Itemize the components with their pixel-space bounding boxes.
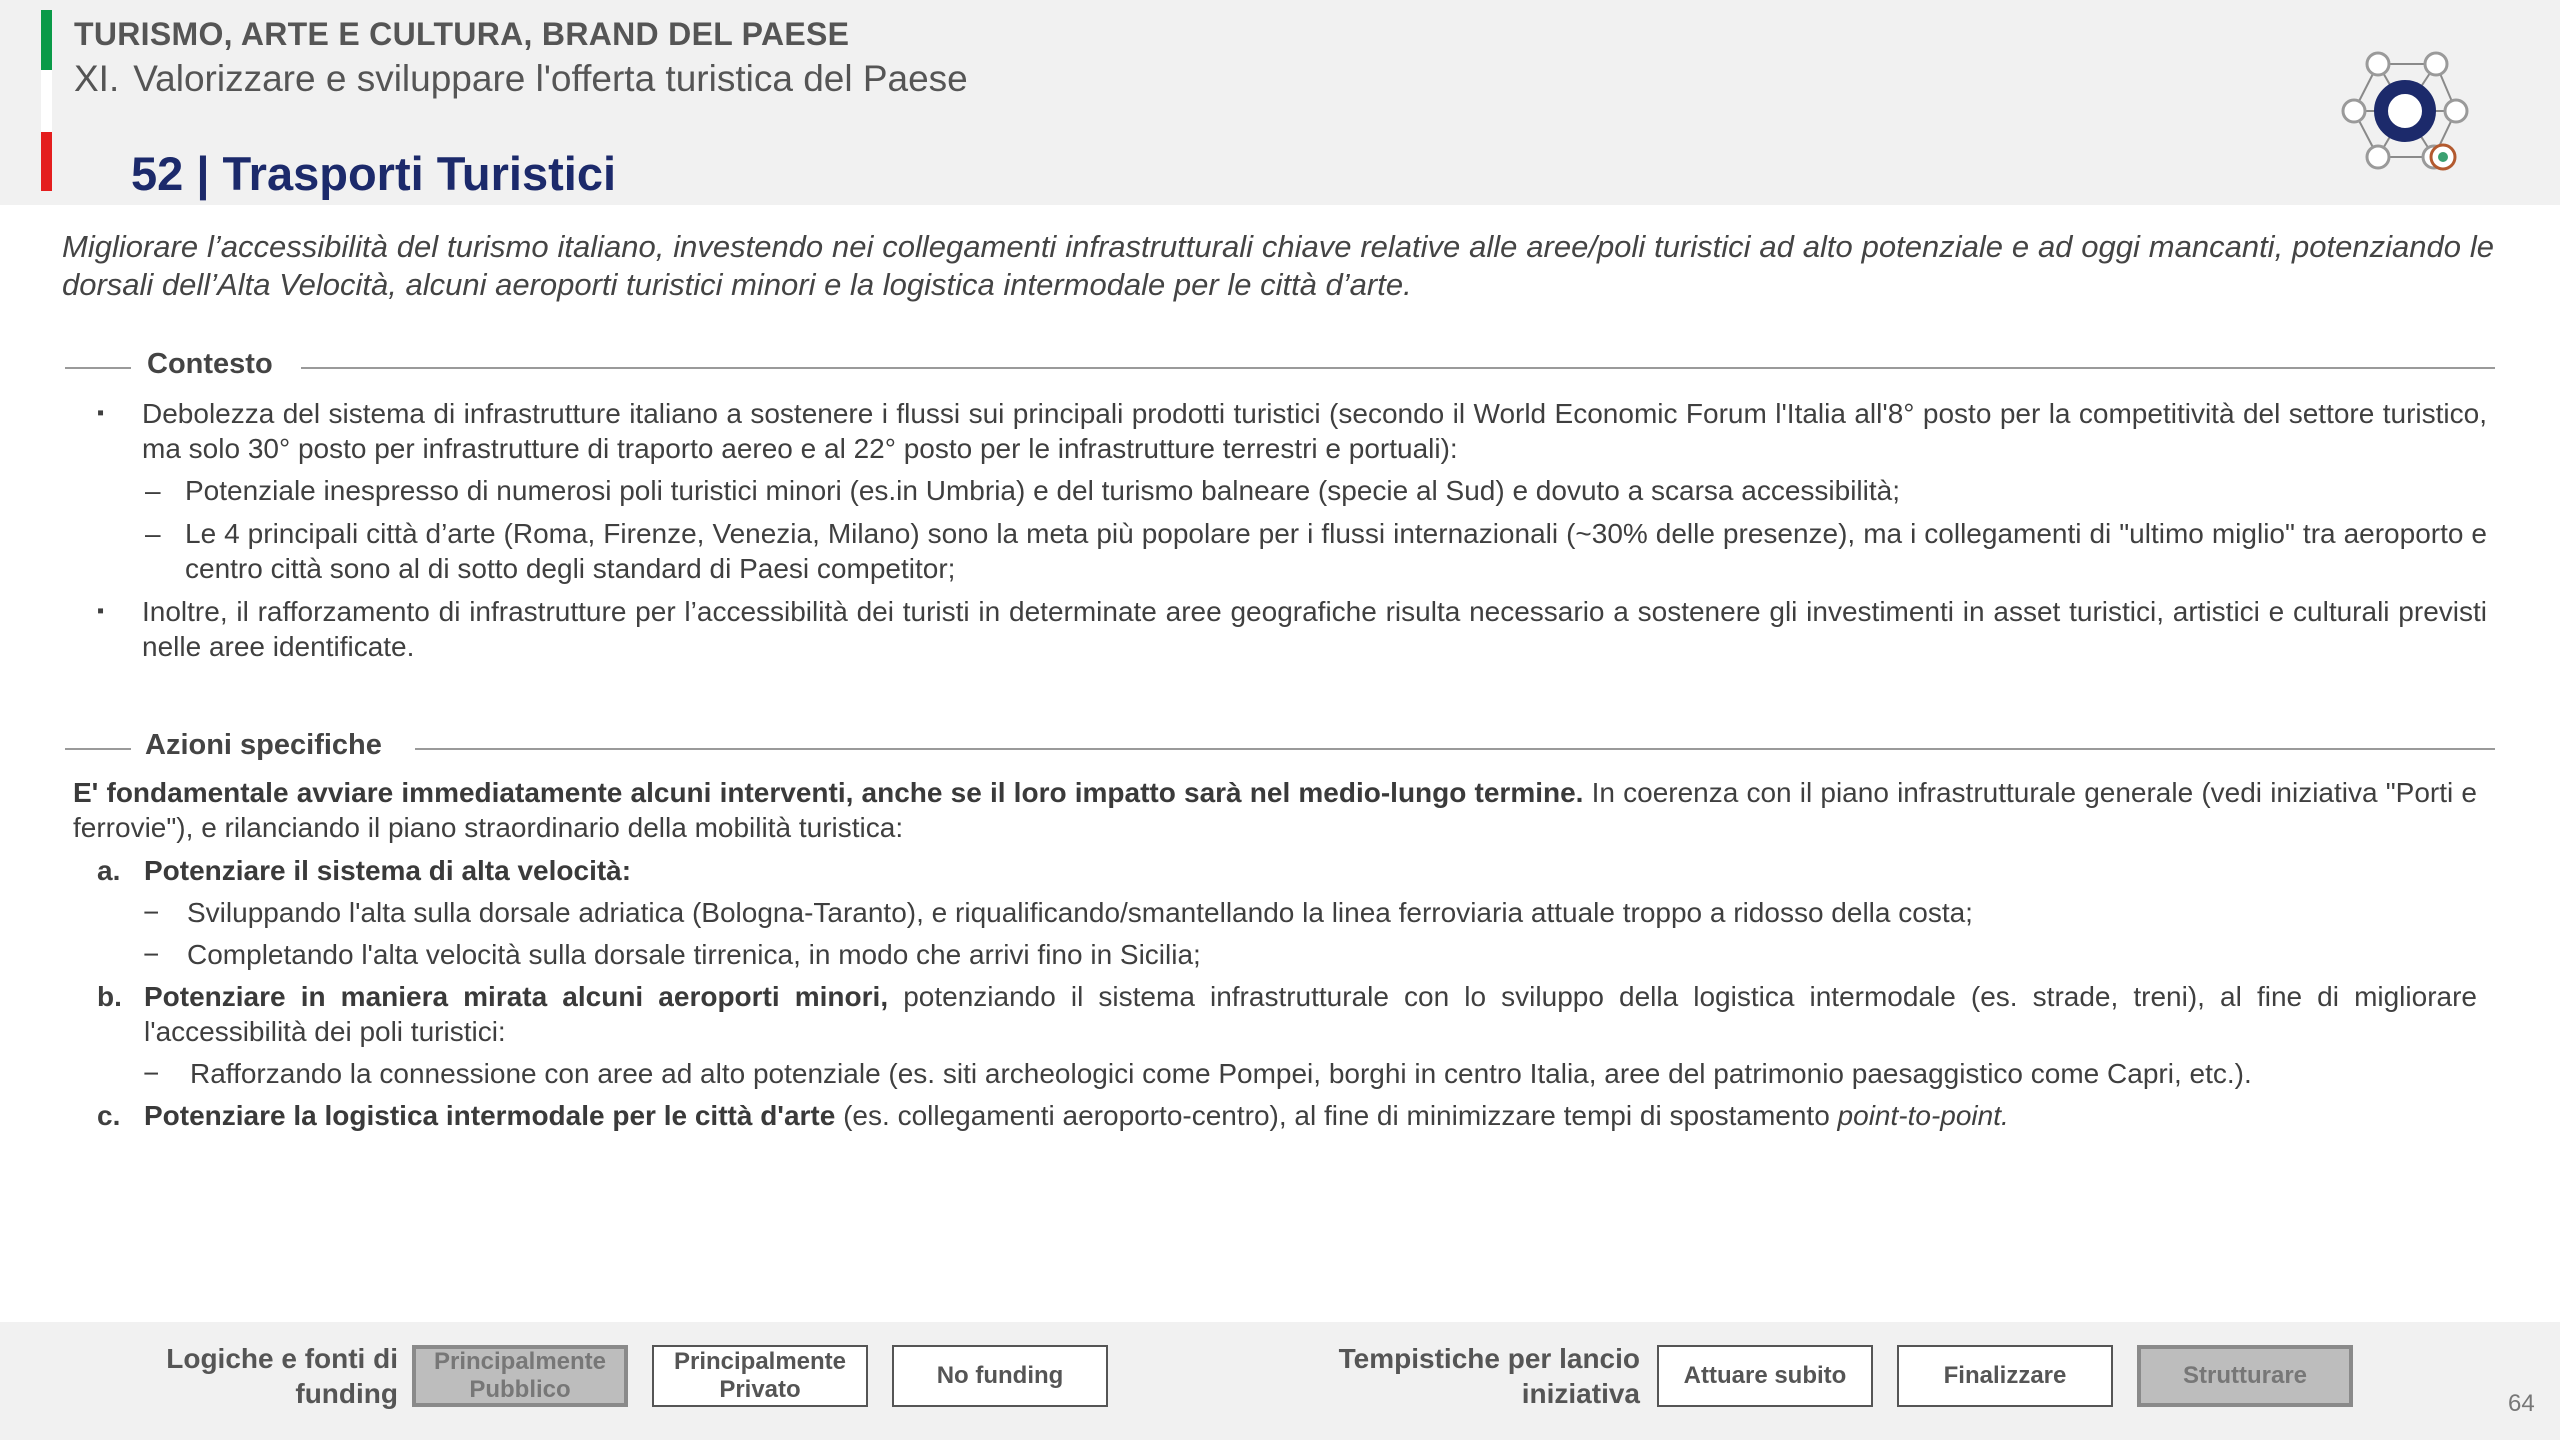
objective-number: XI. [74, 58, 120, 99]
timing-option-finalizzare[interactable]: Finalizzare [1897, 1345, 2113, 1407]
action-item-b: b. Potenziare in maniera mirata alcuni aeroporti minori, potenziando il sistema infrastrutturale con lo sviluppo della logistica intermodale (es. strade, treni), al fine di migliorare l'accessibilità dei poli turistici: [97, 981, 2477, 1047]
page-number: 64 [2508, 1390, 2535, 1417]
dash-bullet-icon: − [143, 939, 160, 970]
section-title-azioni: Azioni specifiche [145, 729, 382, 761]
section-header-azioni [65, 729, 2495, 769]
square-bullet-icon: ▪ [97, 600, 105, 622]
timing-option-attuare-subito[interactable]: Attuare subito [1657, 1345, 1873, 1407]
azioni-list [73, 775, 2477, 1140]
funding-option-no-funding[interactable]: No funding [892, 1345, 1108, 1407]
dash-bullet-icon: – [145, 475, 161, 506]
azioni-lead: E' fondamentale avviare immediatamente alcuni interventi, anche se il loro impatto sarà nel medio-lungo termine. In coerenza con il piano infrastrutturale generale (vedi iniziativa "Porti e ferrovie"), e rilanciando il piano straordinario della mobilità turistica: [73, 777, 2477, 843]
action-item-a: a. Potenziare il sistema di alta velocità: [97, 855, 632, 886]
square-bullet-icon: ▪ [97, 402, 105, 424]
contesto-list [95, 396, 2487, 671]
timing-option-strutturare[interactable]: Strutturare [2137, 1345, 2353, 1407]
dash-bullet-icon: − [143, 897, 160, 928]
timing-label: Tempistiche per lancio iniziativa [1338, 1343, 1640, 1409]
funding-option-pubblico[interactable]: Principalmente Pubblico [412, 1345, 628, 1407]
dash-bullet-icon: – [145, 518, 161, 549]
funding-option-privato[interactable]: Principalmente Privato [652, 1345, 868, 1407]
list-item: − Rafforzando la connessione con aree ad alto potenziale (es. siti archeologici come Pompei, borghi in centro Italia, aree del patrimonio paesaggistico come Capri, etc.). [143, 1058, 2252, 1089]
action-item-c: c. Potenziare la logistica intermodale per le città d'arte (es. collegamenti aeroporto-centro), al fine di minimizzare tempi di spostamento point-to-point. [97, 1100, 2009, 1131]
objective-text: Valorizzare e sviluppare l'offerta turistica del Paese [133, 58, 968, 99]
objective-heading [74, 58, 968, 100]
funding-label: Logiche e fonti di funding [166, 1343, 398, 1409]
header-band [0, 0, 2560, 205]
dash-bullet-icon: − [143, 1058, 160, 1089]
list-item: ▪ Debolezza del sistema di infrastrutture italiano a sostenere i flussi sui principali prodotti turistici (secondo il World Economic Forum l'Italia all'8° posto per la competitività del settore turistico, ma solo 30° posto per infrastrutture di traporto aereo e al 22° posto per le infrastrutture terrestri e portuali): [97, 398, 2487, 464]
list-item: − Completando l'alta velocità sulla dorsale tirrenica, in modo che arrivi fino in Sicilia; [143, 939, 1201, 970]
intro-paragraph: Migliorare l’accessibilità del turismo italiano, investendo nei collegamenti infrastrutturali chiave relative alle aree/poli turistici ad alto potenziale e ad oggi mancanti, potenziando le dorsali dell’Alta Velocità, alcuni aeroporti turistici minori e la logistica intermodale per le città d’arte. [62, 229, 2494, 302]
list-item: – Potenziale inespresso di numerosi poli turistici minori (es.in Umbria) e del turismo balneare (specie al Sud) e dovuto a scarsa accessibilità; [145, 475, 1900, 506]
list-item: ▪ Inoltre, il rafforzamento di infrastrutture per l’accessibilità dei turisti in determinate aree geografiche risulta necessario a sostenere gli investimenti in asset turistici, artistici e culturali previsti nelle aree identificate. [97, 596, 2487, 662]
list-item: − Sviluppando l'alta sulla dorsale adriatica (Bologna-Taranto), e riqualificando/smantellando la linea ferroviaria attuale troppo a ridosso della costa; [143, 897, 1973, 928]
italian-flag-bar [41, 10, 52, 191]
section-header-contesto [65, 348, 2495, 388]
list-item: – Le 4 principali città d’arte (Roma, Firenze, Venezia, Milano) sono la meta più popolare per i flussi internazionali (~30% delle presenze), ma i collegamenti di "ultimo miglio" tra aeroporto e centro città sono al di sotto degli standard di Paesi competitor; [145, 518, 2487, 584]
sector-title: TURISMO, ARTE E CULTURA, BRAND DEL PAESE [74, 16, 850, 52]
network-logo-icon [2330, 45, 2480, 175]
section-title-contesto: Contesto [147, 348, 273, 380]
page-title: 52 | Trasporti Turistici [131, 147, 617, 200]
